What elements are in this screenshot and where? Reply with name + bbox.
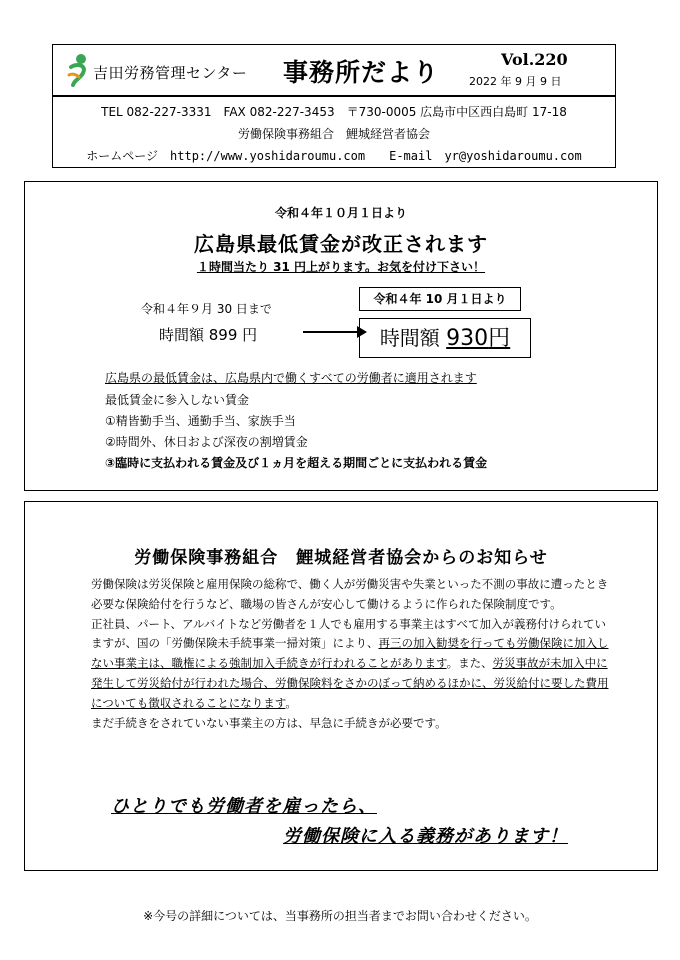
wage-title: 広島県最低賃金が改正されます (194, 232, 488, 256)
wage-note: 広島県の最低賃金は、広島県内で働くすべての労働者に適用されます (105, 371, 477, 385)
list-item: ②時間外、休日および深夜の割増賃金 (105, 435, 308, 449)
wage-subtitle: １時間当たり 31 円上がります。お気を付け下さい！ (196, 260, 486, 274)
list-item: ①精皆勤手当、通勤手当、家族手当 (105, 414, 296, 428)
wage-after-number: 930 (446, 326, 489, 351)
notice-underlined-text: 労災事故が未加入中に発生して労災給付が行われた場合、労働保険料をさかのぼって納めるほかに、労災給付に要した費用についても徴収されることになります (91, 656, 609, 710)
notice-underlined-text: 再三の加入勧奨を行っても労働保険に加入しない事業主は、職権による強制加入手続きが行われることがあります (91, 636, 609, 671)
contact-phone-address: TEL 082-227-3331 FAX 082-227-3453 〒730-0005 広島市中区西白島町 17-18 (101, 105, 567, 119)
notice-paragraph: 労働保険は労災保険と雇用保険の総称で、働く人が労働災害や失業といった不測の事故に遭ったとき必要な保険給付を行うなど、職場の皆さんが安心して働けるように作られた保険制度です。 (91, 577, 609, 611)
contact-organization: 労働保険事務組合 鯉城経営者協会 (237, 127, 430, 141)
wage-after-value (359, 318, 531, 358)
minimum-wage-box (24, 181, 658, 491)
wage-before-value: 時間額 899 円 (159, 326, 258, 344)
arrow-right-icon (303, 331, 365, 333)
header-title-box (52, 44, 616, 96)
newsletter-header (52, 44, 616, 168)
contact-web-email: ホームページ http://www.yoshidaroumu.com E-mail yr@yoshidaroumu.com (86, 149, 582, 163)
wage-after-prefix: 時間額 (379, 326, 440, 350)
list-item: 最低賃金に参入しない賃金 (105, 393, 250, 407)
footer-note: ※今号の詳細については、当事務所の担当者までお問い合わせください。 (143, 909, 537, 923)
list-item: ③臨時に支払われる賃金及び１ヵ月を超える期間ごとに支払われる賃金 (105, 456, 488, 470)
wage-before-label: 令和４年９月 30 日まで (141, 302, 272, 316)
notice-text: 。また、 (446, 656, 493, 671)
wage-effective-date: 令和４年１０月１日より (274, 206, 407, 220)
notice-paragraph: まだ手続きをされていない事業主の方は、早急に手続きが必要です。 (91, 715, 447, 730)
wage-after-label: 令和４年 10 月１日より (359, 287, 521, 311)
newsletter-title: 事務所だより (283, 58, 440, 87)
notice-text: 。 (285, 695, 297, 710)
header-contact-box (52, 96, 616, 168)
notice-text: 正社員、パート、アルバイトなど労働者を１人でも雇用する事業主はすべて加入が義務付けられていますが、国の「労働保険未手続事業一掃対策」により、 (91, 616, 606, 651)
company-name: 吉田労務管理センター (93, 64, 248, 82)
wage-after-unit: 円 (488, 326, 511, 351)
notice-body (91, 575, 611, 733)
notice-slogan-line1: ひとりでも労働者を雇ったら、 (111, 796, 377, 817)
notice-paragraph (91, 615, 611, 714)
labor-insurance-notice-box (24, 501, 658, 871)
issue-date: 2022 年 9 月 9 日 (469, 75, 562, 88)
person-logo-icon (67, 53, 91, 87)
notice-slogan-line2: 労働保険に入る義務があります！ (283, 826, 568, 847)
notice-title: 労働保険事務組合 鯉城経営者協会からのお知らせ (134, 548, 548, 568)
volume-number: Vol.220 (501, 50, 568, 69)
excluded-wages-list (105, 390, 487, 474)
